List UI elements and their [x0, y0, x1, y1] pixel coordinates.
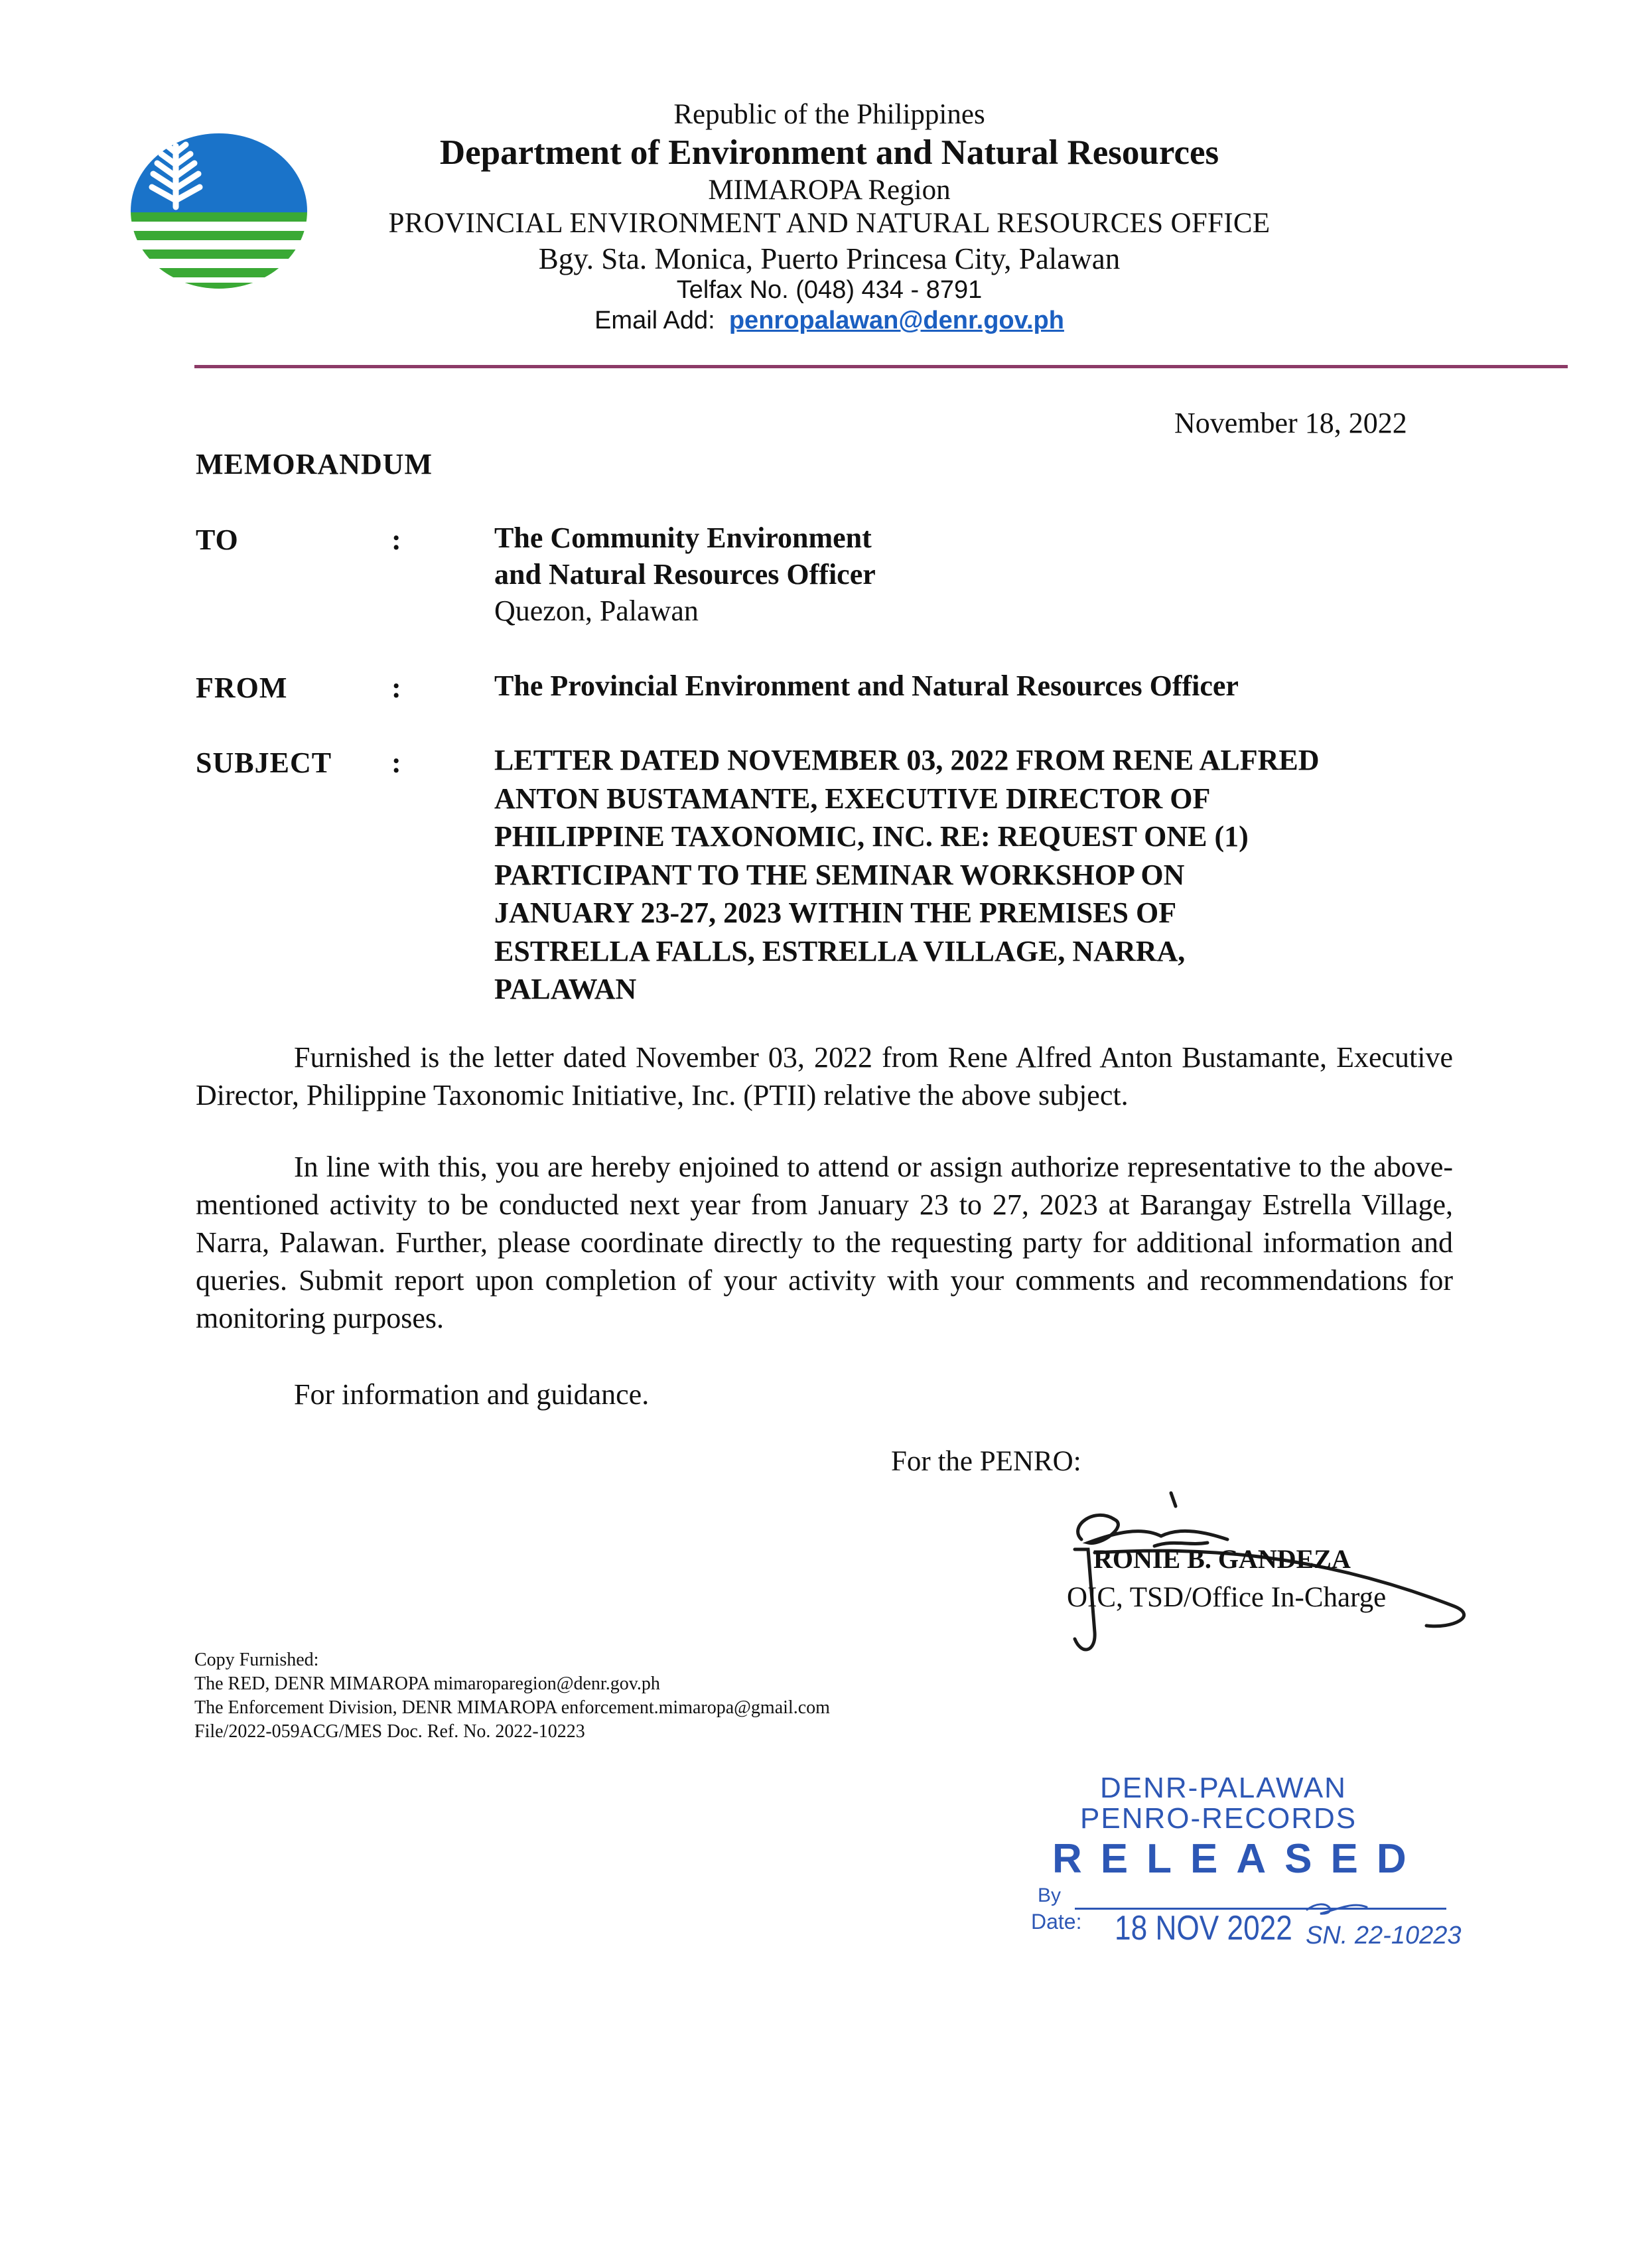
- subject-text: [494, 741, 1456, 1009]
- copy-furnished-line: File/2022-059ACG/MES Doc. Ref. No. 2022-10223: [194, 1721, 585, 1742]
- to-line-3: Quezon, Palawan: [494, 595, 699, 627]
- subject-line: ESTRELLA FALLS, ESTRELLA VILLAGE, NARRA,: [494, 934, 1186, 967]
- stamp-office: DENR-PALAWAN: [1100, 1772, 1347, 1804]
- email-label: Email Add:: [594, 307, 715, 334]
- to-line-2: and Natural Resources Officer: [494, 558, 876, 591]
- from-colon: :: [391, 672, 401, 704]
- region-line: MIMAROPA Region: [708, 175, 951, 206]
- signatory-name: RONIE B. GANDEZA: [1093, 1544, 1351, 1574]
- subject-line: ANTON BUSTAMANTE, EXECUTIVE DIRECTOR OF: [494, 782, 1211, 815]
- copy-furnished: [194, 1648, 830, 1744]
- subject-line: LETTER DATED NOVEMBER 03, 2022 FROM RENE ALFRED: [494, 744, 1320, 776]
- signature-for-line: For the PENRO:: [891, 1446, 1081, 1477]
- paragraph-text: In line with this, you are hereby enjoined to attend or assign authorize representative to the above-mentioned activity to be conducted next year from January 23 to 27, 2023 at Barangay Estrella Village, Narra, Palawan. Further, please coordinate directly to the requesting party for additional information and queries. Submit report upon completion of your activity with your comments and recommendations for monitoring purposes.: [196, 1151, 1453, 1334]
- to-line-1: The Community Environment: [494, 522, 872, 554]
- memo-title: MEMORANDUM: [196, 448, 433, 480]
- copy-furnished-line: The Enforcement Division, DENR MIMAROPA enforcement.mimaropa@gmail.com: [194, 1697, 830, 1718]
- stamp-by-label: By: [1038, 1884, 1062, 1906]
- office-address: Bgy. Sta. Monica, Puerto Princesa City, Palawan: [538, 242, 1121, 275]
- copy-furnished-heading: Copy Furnished:: [194, 1650, 319, 1670]
- body-paragraph-3: [196, 1376, 1453, 1413]
- subject-label: SUBJECT: [196, 746, 332, 779]
- subject-line: PARTICIPANT TO THE SEMINAR WORKSHOP ON: [494, 858, 1185, 891]
- released-stamp: [1022, 1772, 1486, 1964]
- to-recipient: [494, 520, 876, 629]
- email-link[interactable]: penropalawan@denr.gov.ph: [728, 307, 1064, 334]
- stamp-records: PENRO-RECORDS: [1080, 1802, 1357, 1835]
- telfax-line: Telfax No. (048) 434 - 8791: [676, 276, 983, 304]
- from-label: FROM: [196, 672, 288, 704]
- stamp-date-label: Date:: [1031, 1910, 1082, 1934]
- stamp-handwritten-sn: [1300, 1888, 1499, 1961]
- subject-line: PHILIPPINE TAXONOMIC, INC. RE: REQUEST ONE (1): [494, 820, 1249, 853]
- subject-line: JANUARY 23-27, 2023 WITHIN THE PREMISES OF: [494, 896, 1177, 929]
- department-name: Department of Environment and Natural Resources: [439, 133, 1219, 172]
- from-value: The Provincial Environment and Natural Resources Officer: [494, 670, 1239, 702]
- to-label: TO: [196, 524, 239, 556]
- memo-date: November 18, 2022: [1174, 407, 1407, 439]
- stamp-date: 18 NOV 2022: [1115, 1909, 1292, 1947]
- republic-line: Republic of the Philippines: [673, 99, 985, 130]
- paragraph-text: Furnished is the letter dated November 03, 2022 from Rene Alfred Anton Bustamante, Executive Director, Philippine Taxonomic Initiative, Inc. (PTII) relative the above subject.: [196, 1041, 1453, 1111]
- header-divider: [194, 365, 1568, 368]
- subject-colon: :: [391, 746, 401, 779]
- body-paragraph-1: [196, 1038, 1453, 1114]
- stamp-status: RELEASED: [1052, 1836, 1425, 1882]
- stamp-sn: SN. 22-10223: [1306, 1922, 1462, 1949]
- signatory-title: OIC, TSD/Office In-Charge: [1067, 1582, 1387, 1613]
- office-name: PROVINCIAL ENVIRONMENT AND NATURAL RESOURCES OFFICE: [388, 208, 1271, 239]
- to-colon: :: [391, 524, 401, 556]
- subject-line: PALAWAN: [494, 973, 637, 1005]
- body-paragraph-2: [196, 1148, 1453, 1337]
- copy-furnished-line: The RED, DENR MIMAROPA mimaroparegion@denr.gov.ph: [194, 1673, 660, 1694]
- email-line: [3, 307, 1652, 335]
- paragraph-text: For information and guidance.: [294, 1378, 650, 1411]
